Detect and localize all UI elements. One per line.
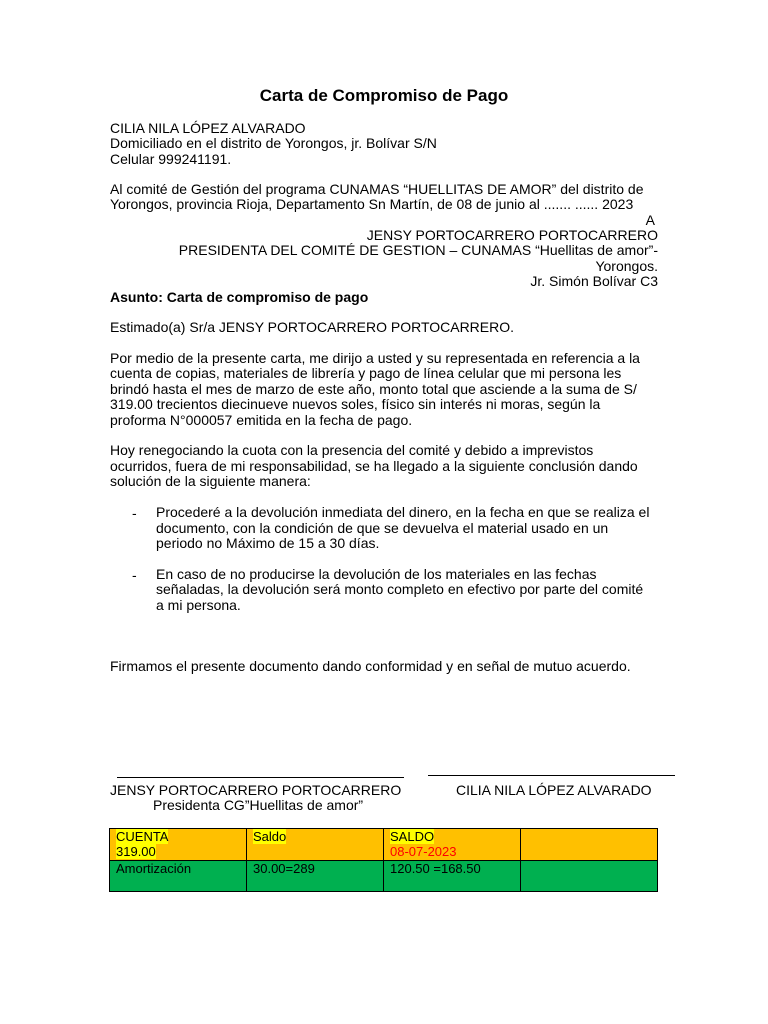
table-cell	[384, 829, 521, 861]
paragraph-2-line-3: solución de la siguiente manera:	[110, 473, 311, 489]
recipient-name: JENSY PORTOCARRERO PORTOCARRERO	[366, 227, 658, 243]
recipient-role-line-2: Yorongos.	[595, 258, 658, 274]
table-row	[110, 861, 658, 892]
paragraph-1-line-4: 319.00 trecientos diecinueve nuevos soles, físico sin interés ni moras, según la	[110, 396, 601, 412]
closing-statement: Firmamos el presente documento dando conformidad y en señal de mutuo acuerdo.	[110, 658, 631, 674]
recipient-address: Jr. Simón Bolívar C3	[530, 273, 658, 289]
sender-name: CILIA NILA LÓPEZ ALVARADO	[110, 120, 306, 136]
saldo-caps-label: SALDO	[390, 829, 435, 844]
signature-line-left	[117, 777, 404, 778]
paragraph-2-line-2: ocurridos, fuera de mi responsabilidad, se ha llegado a la siguiente conclusión dando	[110, 458, 638, 474]
sender-phone: Celular 999241191.	[110, 151, 232, 167]
bullet-1-line-1: Procederé a la devolución inmediata del dinero, en la fecha en que se realiza el	[156, 504, 650, 520]
greeting: Estimado(a) Sr/a JENSY PORTOCARRERO PORTOCARRERO.	[110, 319, 515, 335]
saldo-date: 08-07-2023	[390, 844, 457, 859]
payment-table	[109, 828, 658, 892]
table-cell	[110, 829, 247, 861]
paragraph-1-line-3: brindó hasta el mes de marzo de este año, monto total que asciende a la suma de S/	[110, 381, 637, 397]
bullet-2-line-1: En caso de no producirse la devolución de los materiales en las fechas	[156, 566, 597, 582]
saldo-label: Saldo	[253, 829, 287, 844]
bullet-2-line-2: señaladas, la devolución será monto completo en efectivo por parte del comité	[156, 581, 644, 597]
table-cell	[247, 829, 384, 861]
intro-line-2: Yorongos, provincia Rioja, Departamento Sn Martín, de 08 de junio al ....... ...... 2023	[110, 196, 634, 212]
subject-line: Asunto: Carta de compromiso de pago	[110, 289, 369, 305]
table-row	[110, 829, 658, 861]
bullet-1-line-3: periodo no Máximo de 15 a 30 días.	[156, 535, 380, 551]
bullet-marker-2: -	[132, 567, 137, 583]
bullet-1-line-2: documento, con la condición de que se devuelva el material usado en un	[156, 520, 609, 536]
intro-line-1: Al comité de Gestión del programa CUNAMAS “HUELLITAS DE AMOR” del distrito de	[110, 181, 644, 197]
bullet-marker-1: -	[132, 505, 137, 521]
amortizacion-value-1: 30.00=289	[247, 861, 384, 892]
table-cell	[521, 861, 658, 892]
signature-line-right	[428, 775, 675, 776]
signature-right-name: CILIA NILA LÓPEZ ALVARADO	[456, 782, 652, 798]
cuenta-label: CUENTA	[116, 829, 169, 844]
amortizacion-label: Amortización	[110, 861, 247, 892]
recipient-role-line-1: PRESIDENTA DEL COMITÉ DE GESTION – CUNAMAS “Huellitas de amor”-	[178, 242, 658, 258]
paragraph-1-line-5: proforma N°000057 emitida en la fecha de pago.	[110, 412, 413, 428]
recipient-prefix: A	[645, 212, 655, 228]
signature-left-name: JENSY PORTOCARRERO PORTOCARRERO	[110, 782, 402, 798]
paragraph-2-line-1: Hoy renegociando la cuota con la presencia del comité y debido a imprevistos	[110, 442, 594, 458]
paragraph-1-line-2: cuenta de copias, materiales de librería y pago de línea celular que mi persona les	[110, 365, 622, 381]
bullet-2-line-3: a mi persona.	[156, 597, 241, 613]
document-title: Carta de Compromiso de Pago	[259, 86, 509, 105]
sender-address: Domiciliado en el distrito de Yorongos, jr. Bolívar S/N	[110, 135, 437, 151]
amortizacion-value-2: 120.50 =168.50	[384, 861, 521, 892]
signature-left-role: Presidenta CG”Huellitas de amor”	[153, 797, 364, 813]
paragraph-1-line-1: Por medio de la presente carta, me dirijo a usted y su representada en referencia a la	[110, 350, 640, 366]
cuenta-value: 319.00	[116, 844, 156, 859]
table-cell	[521, 829, 658, 861]
